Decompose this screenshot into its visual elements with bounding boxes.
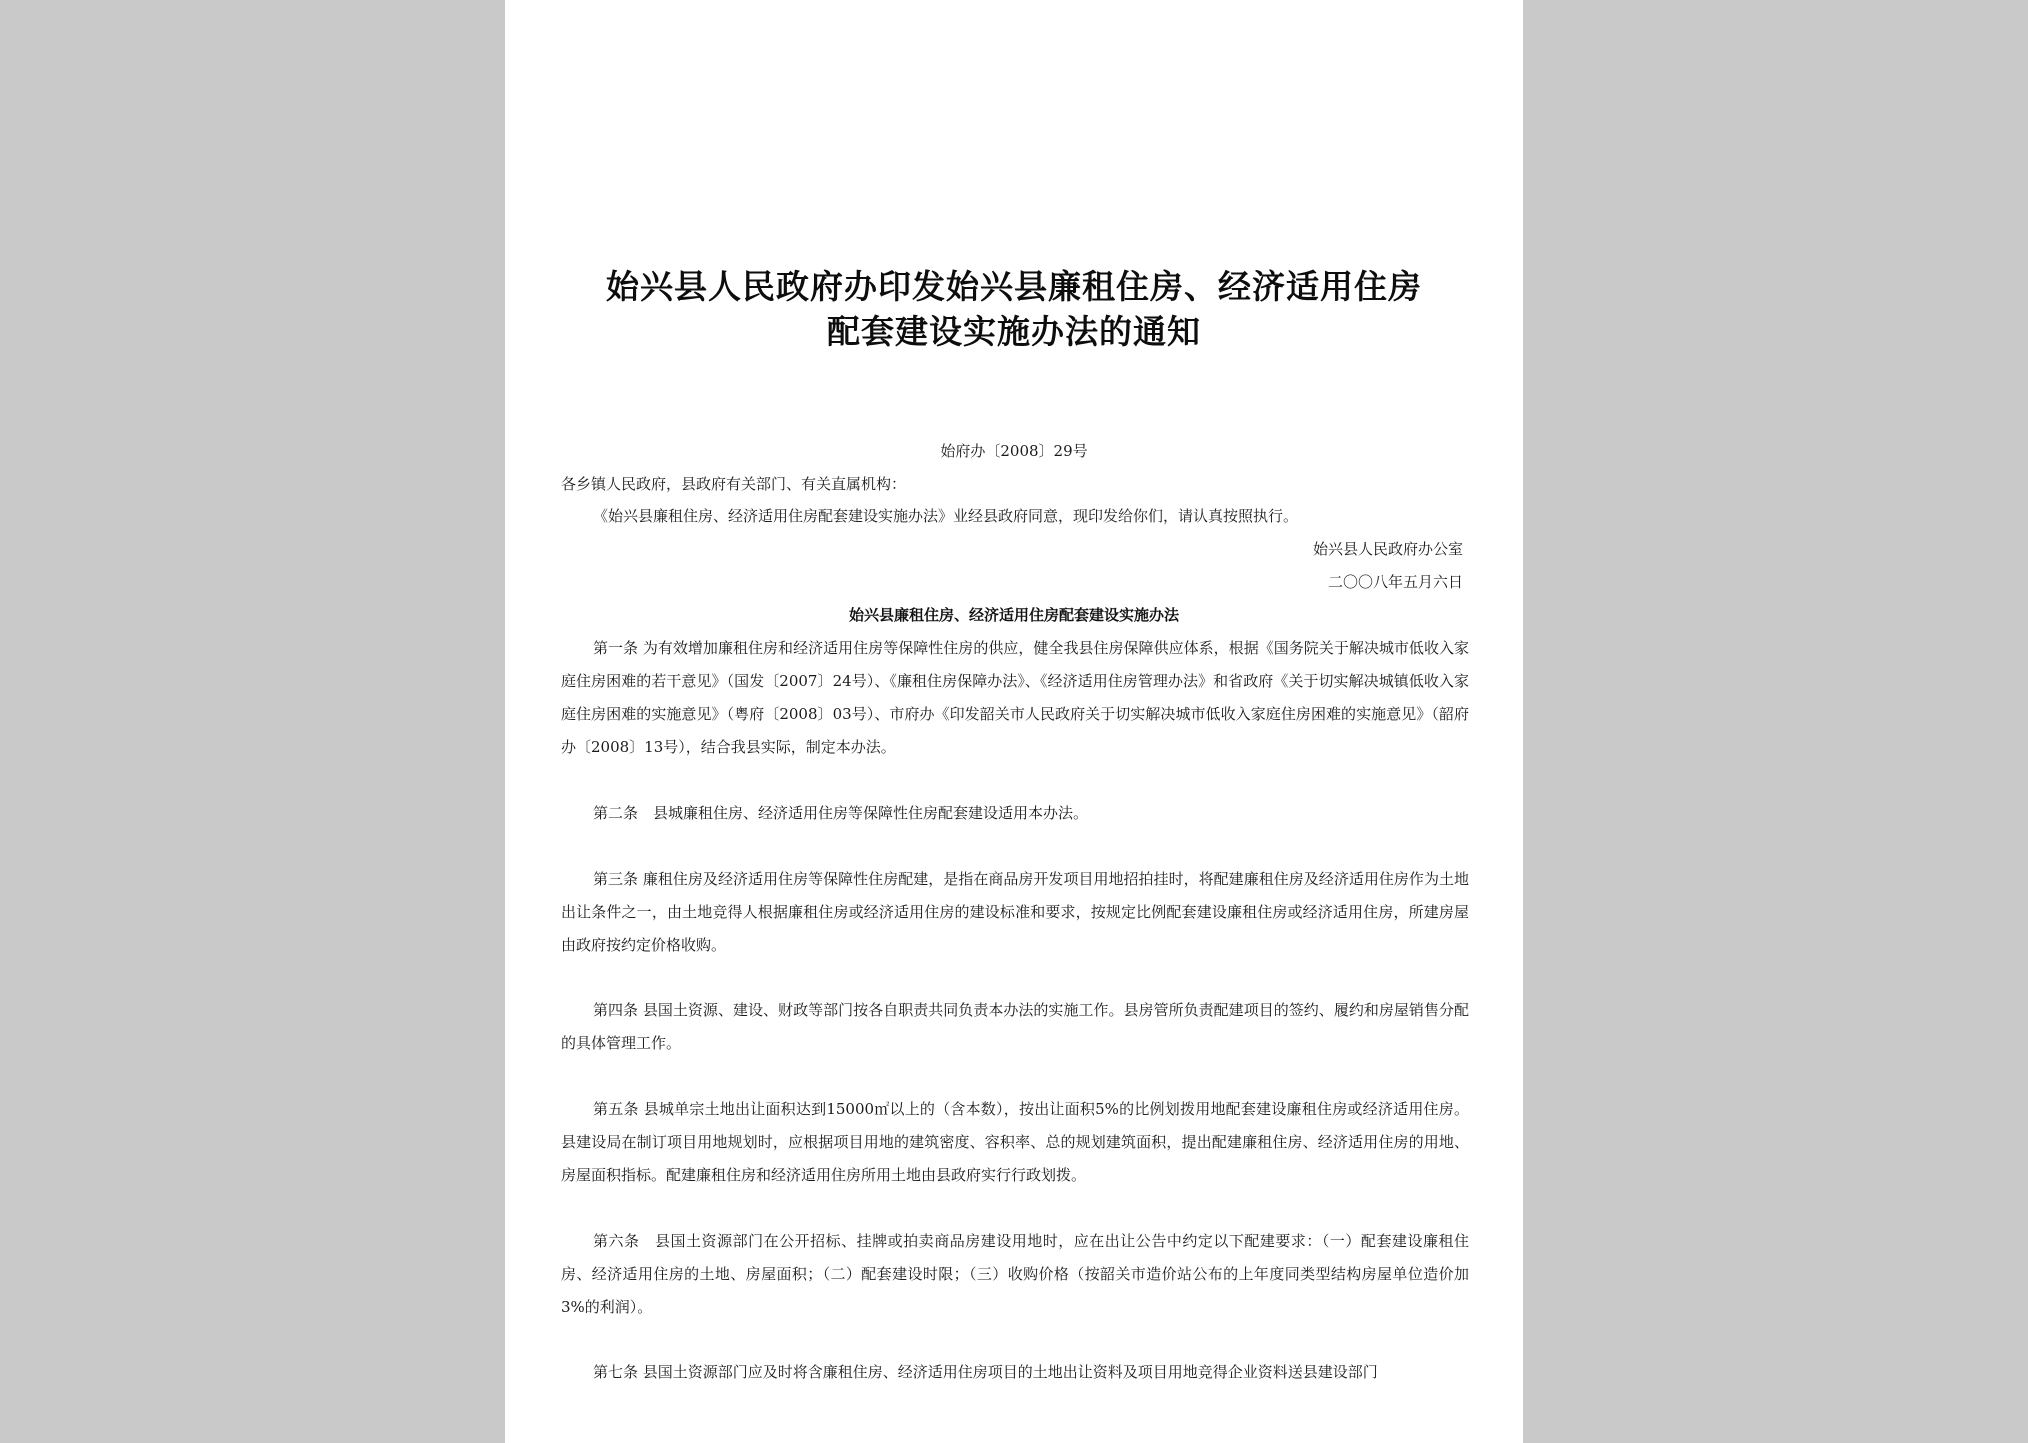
document-number: 始府办〔2008〕29号 [940,442,1088,460]
article-7: 第七条 县国土资源部门应及时将含廉租住房、经济适用住房项目的土地出让资料及项目用地竞得企业资料送县建设部门 [593,1363,1378,1381]
addressee: 各乡镇人民政府，县政府有关部门、有关直属机构： [561,475,907,493]
measures-title: 始兴县廉租住房、经济适用住房配套建设实施办法 [848,606,1179,624]
document-title-line-1: 始兴县人民政府办印发始兴县廉租住房、经济适用住房 [606,267,1422,306]
article-6: 第六条 县国土资源部门在公开招标、挂牌或拍卖商品房建设用地时，应在出让公告中约定以下配建要求：（一）配套建设廉租住房、经济适用住房的土地、房屋面积；（二）配套建设时限；（三）收购价格（按韶关市造价站公布的上年度同类型结构房屋单位造价加3%的利润）。 [561,1232,1469,1316]
document-title-line-2: 配套建设实施办法的通知 [827,312,1201,351]
article-3: 第三条 廉租住房及经济适用住房等保障性住房配建，是指在商品房开发项目用地招拍挂时，将配建廉租住房及经济适用住房作为土地出让条件之一，由土地竞得人根据廉租住房或经济适用住房的建设标准和要求，按规定比例配套建设廉租住房或经济适用住房，所建房屋由政府按约定价格收购。 [561,870,1469,954]
article-2: 第二条 县城廉租住房、经济适用住房等保障性住房配套建设适用本办法。 [593,804,1089,822]
document-page [505,0,1523,1443]
intro-paragraph: 《始兴县廉租住房、经济适用住房配套建设实施办法》业经县政府同意，现印发给你们，请认真按照执行。 [593,507,1299,525]
article-1: 第一条 为有效增加廉租住房和经济适用住房等保障性住房的供应，健全我县住房保障供应体系，根据《国务院关于解决城市低收入家庭住房困难的若干意见》（国发〔2007〕24号）、《廉租住房保障办法》、《经济适用住房管理办法》和省政府《关于切实解决城镇低收入家庭住房困难的实施意见》（粤府〔2008〕03号）、市府办《印发韶关市人民政府关于切实解决城市低收入家庭住房困难的实施意见》（韶府办〔2008〕13号），结合我县实际，制定本办法。 [561,639,1469,756]
article-4: 第四条 县国土资源、建设、财政等部门按各自职责共同负责本办法的实施工作。县房管所负责配建项目的签约、履约和房屋销售分配的具体管理工作。 [561,1001,1469,1052]
issuer: 始兴县人民政府办公室 [1312,540,1463,558]
article-5: 第五条 县城单宗土地出让面积达到15000㎡以上的（含本数），按出让面积5%的比例划拨用地配套建设廉租住房或经济适用住房。县建设局在制订项目用地规划时，应根据项目用地的建筑密度、容积率、总的规划建筑面积，提出配建廉租住房、经济适用住房的用地、房屋面积指标。配建廉租住房和经济适用住房所用土地由县政府实行行政划拨。 [561,1100,1469,1184]
issue-date: 二〇〇八年五月六日 [1327,573,1463,591]
